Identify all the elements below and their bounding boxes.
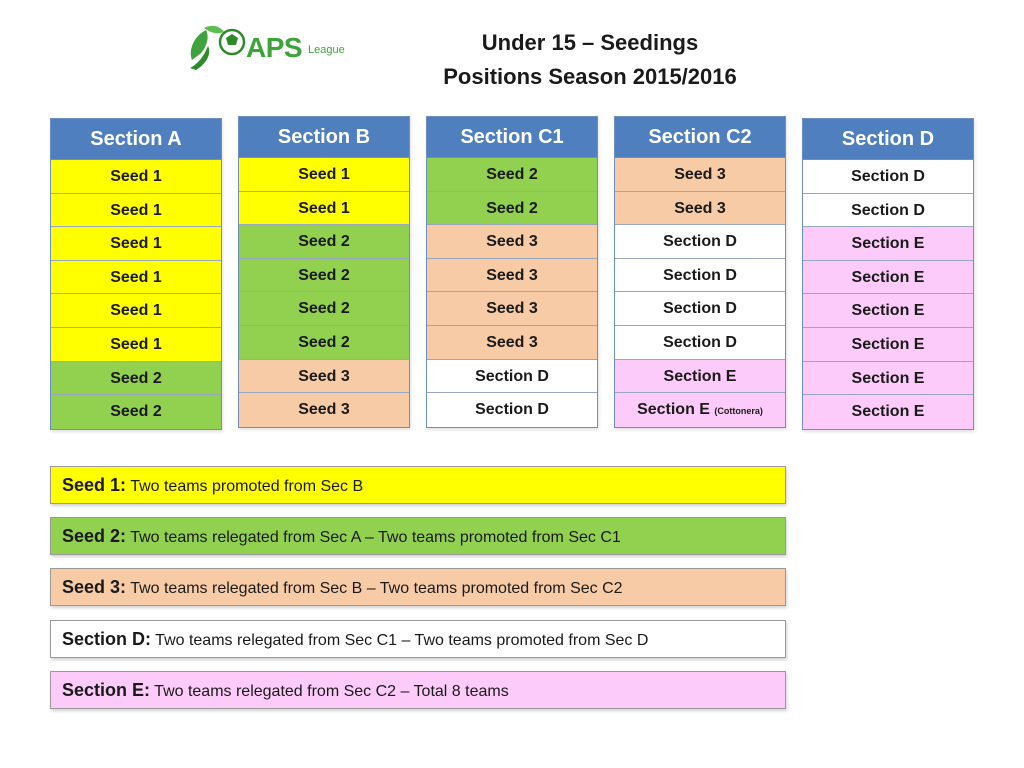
seed-cell-label: Section D	[663, 300, 737, 318]
seed-cell-label: Seed 1	[110, 302, 162, 320]
seed-cell-label: Seed 1	[110, 335, 162, 353]
seed-cell-label: Section E	[851, 403, 925, 421]
seed-cell-label: Section E	[851, 268, 925, 286]
seed-cell-label: Seed 3	[486, 333, 538, 351]
seed-cell	[239, 225, 409, 259]
seed-cell	[615, 225, 785, 259]
legend-label: Section D:	[62, 629, 152, 649]
seed-cell	[239, 158, 409, 192]
seed-cell	[239, 192, 409, 226]
seed-cell	[239, 326, 409, 360]
seed-cell-label: Seed 3	[486, 266, 538, 284]
seed-cell-label: Seed 2	[298, 233, 350, 251]
legend-description: Two teams promoted from Sec B	[130, 478, 364, 495]
seed-cell	[803, 395, 973, 429]
seed-cell-label: Section D	[851, 168, 925, 185]
seed-cell-label: Seed 2	[110, 403, 162, 421]
title-line-2: Positions Season 2015/2016	[443, 64, 737, 89]
seed-cell-label: Section D	[663, 233, 737, 251]
section-header: Section D	[803, 119, 973, 160]
seed-cell-note: (Cottonera)	[714, 406, 763, 417]
seed-cell	[51, 395, 221, 429]
seed-cell	[615, 393, 785, 427]
seed-cell-label: Section E	[637, 401, 710, 419]
seed-cell	[51, 227, 221, 261]
seed-cell	[239, 360, 409, 394]
seed-cell-label: Section E	[851, 369, 925, 387]
aps-league-logo	[184, 20, 354, 72]
legend-description: Two teams relegated from Sec B – Two teams promoted from Sec C2	[130, 580, 623, 597]
legend-label: Seed 3:	[62, 577, 127, 597]
seed-cell	[427, 292, 597, 326]
seed-cell	[427, 192, 597, 226]
section-column-section-b	[238, 116, 410, 428]
seed-cell-label: Seed 3	[486, 300, 538, 318]
seed-cell	[615, 158, 785, 192]
seed-cell	[51, 328, 221, 362]
seed-cell	[51, 194, 221, 228]
seed-cell	[51, 294, 221, 328]
legend-label: Seed 1:	[62, 475, 127, 495]
seed-cell-label: Seed 1	[298, 199, 350, 217]
seed-cell-label: Section D	[663, 266, 737, 284]
seed-cell-label: Seed 3	[674, 166, 726, 183]
seed-cell-label: Seed 3	[486, 233, 538, 251]
section-header: Section C1	[427, 117, 597, 158]
player-logo-icon	[184, 20, 246, 72]
seed-cell-label: Section D	[475, 367, 549, 385]
legend-label: Section E:	[62, 680, 151, 700]
seed-cell	[427, 225, 597, 259]
seed-cell	[615, 192, 785, 226]
seed-cell-label: Seed 3	[298, 367, 350, 385]
legend-label: Seed 2:	[62, 526, 127, 546]
seed-cell	[239, 259, 409, 293]
seed-cell	[803, 194, 973, 228]
seed-cell	[427, 360, 597, 394]
seed-cell-label: Seed 2	[486, 199, 538, 217]
seed-cell-label: Seed 3	[674, 199, 726, 217]
legend-description: Two teams relegated from Sec A – Two teams promoted from Sec C1	[130, 529, 621, 546]
seed-cell-label: Seed 1	[298, 166, 350, 183]
seed-cell-label: Seed 1	[110, 168, 162, 185]
seed-cell-label: Section D	[851, 201, 925, 219]
seed-cell	[239, 292, 409, 326]
section-header: Section B	[239, 117, 409, 158]
seed-cell	[51, 261, 221, 295]
legend-seed1	[50, 466, 786, 504]
seed-cell	[615, 292, 785, 326]
seed-cell	[51, 362, 221, 396]
seed-cell	[427, 393, 597, 427]
legend-sectionE	[50, 671, 786, 709]
seed-cell	[427, 158, 597, 192]
seed-cell-label: Seed 2	[298, 300, 350, 318]
seed-cell-label: Seed 1	[110, 268, 162, 286]
seed-cell-label: Seed 1	[110, 235, 162, 253]
legend-seed3	[50, 568, 786, 606]
seed-cell-label: Seed 2	[298, 333, 350, 351]
logo-subtext: League	[308, 44, 345, 56]
seed-cell	[615, 326, 785, 360]
seed-cell	[803, 294, 973, 328]
seed-cell	[803, 362, 973, 396]
seed-cell	[239, 393, 409, 427]
legend-description: Two teams relegated from Sec C1 – Two teams promoted from Sec D	[155, 632, 649, 649]
seed-cell	[51, 160, 221, 194]
seed-cell-label: Seed 1	[110, 201, 162, 219]
seed-cell-label: Section E	[663, 367, 737, 385]
page-title	[380, 26, 800, 94]
section-header: Section C2	[615, 117, 785, 158]
seed-cell	[427, 326, 597, 360]
legend-seed2	[50, 517, 786, 555]
section-header: Section A	[51, 119, 221, 160]
legend-sectionD	[50, 620, 786, 658]
seed-cell-label: Seed 2	[110, 369, 162, 387]
seed-cell-label: Section D	[475, 401, 549, 419]
seed-cell-label: Section D	[663, 333, 737, 351]
seed-cell	[427, 259, 597, 293]
legend-description: Two teams relegated from Sec C2 – Total 8 teams	[154, 683, 509, 700]
seed-cell	[803, 328, 973, 362]
seed-cell	[615, 360, 785, 394]
seed-cell	[803, 227, 973, 261]
section-column-section-a	[50, 118, 222, 430]
seed-cell	[803, 160, 973, 194]
seed-cell-label: Section E	[851, 302, 925, 320]
section-column-section-c2	[614, 116, 786, 428]
seed-cell-label: Seed 2	[486, 166, 538, 183]
seed-cell-label: Section E	[851, 235, 925, 253]
title-line-1: Under 15 – Seedings	[481, 30, 699, 55]
seed-cell	[615, 259, 785, 293]
logo-text: APS	[246, 32, 303, 63]
seed-cell-label: Seed 2	[298, 266, 350, 284]
section-column-section-c1	[426, 116, 598, 428]
section-column-section-d	[802, 118, 974, 430]
seed-cell-label: Section E	[851, 335, 925, 353]
seed-cell	[803, 261, 973, 295]
seed-cell-label: Seed 3	[298, 401, 350, 419]
